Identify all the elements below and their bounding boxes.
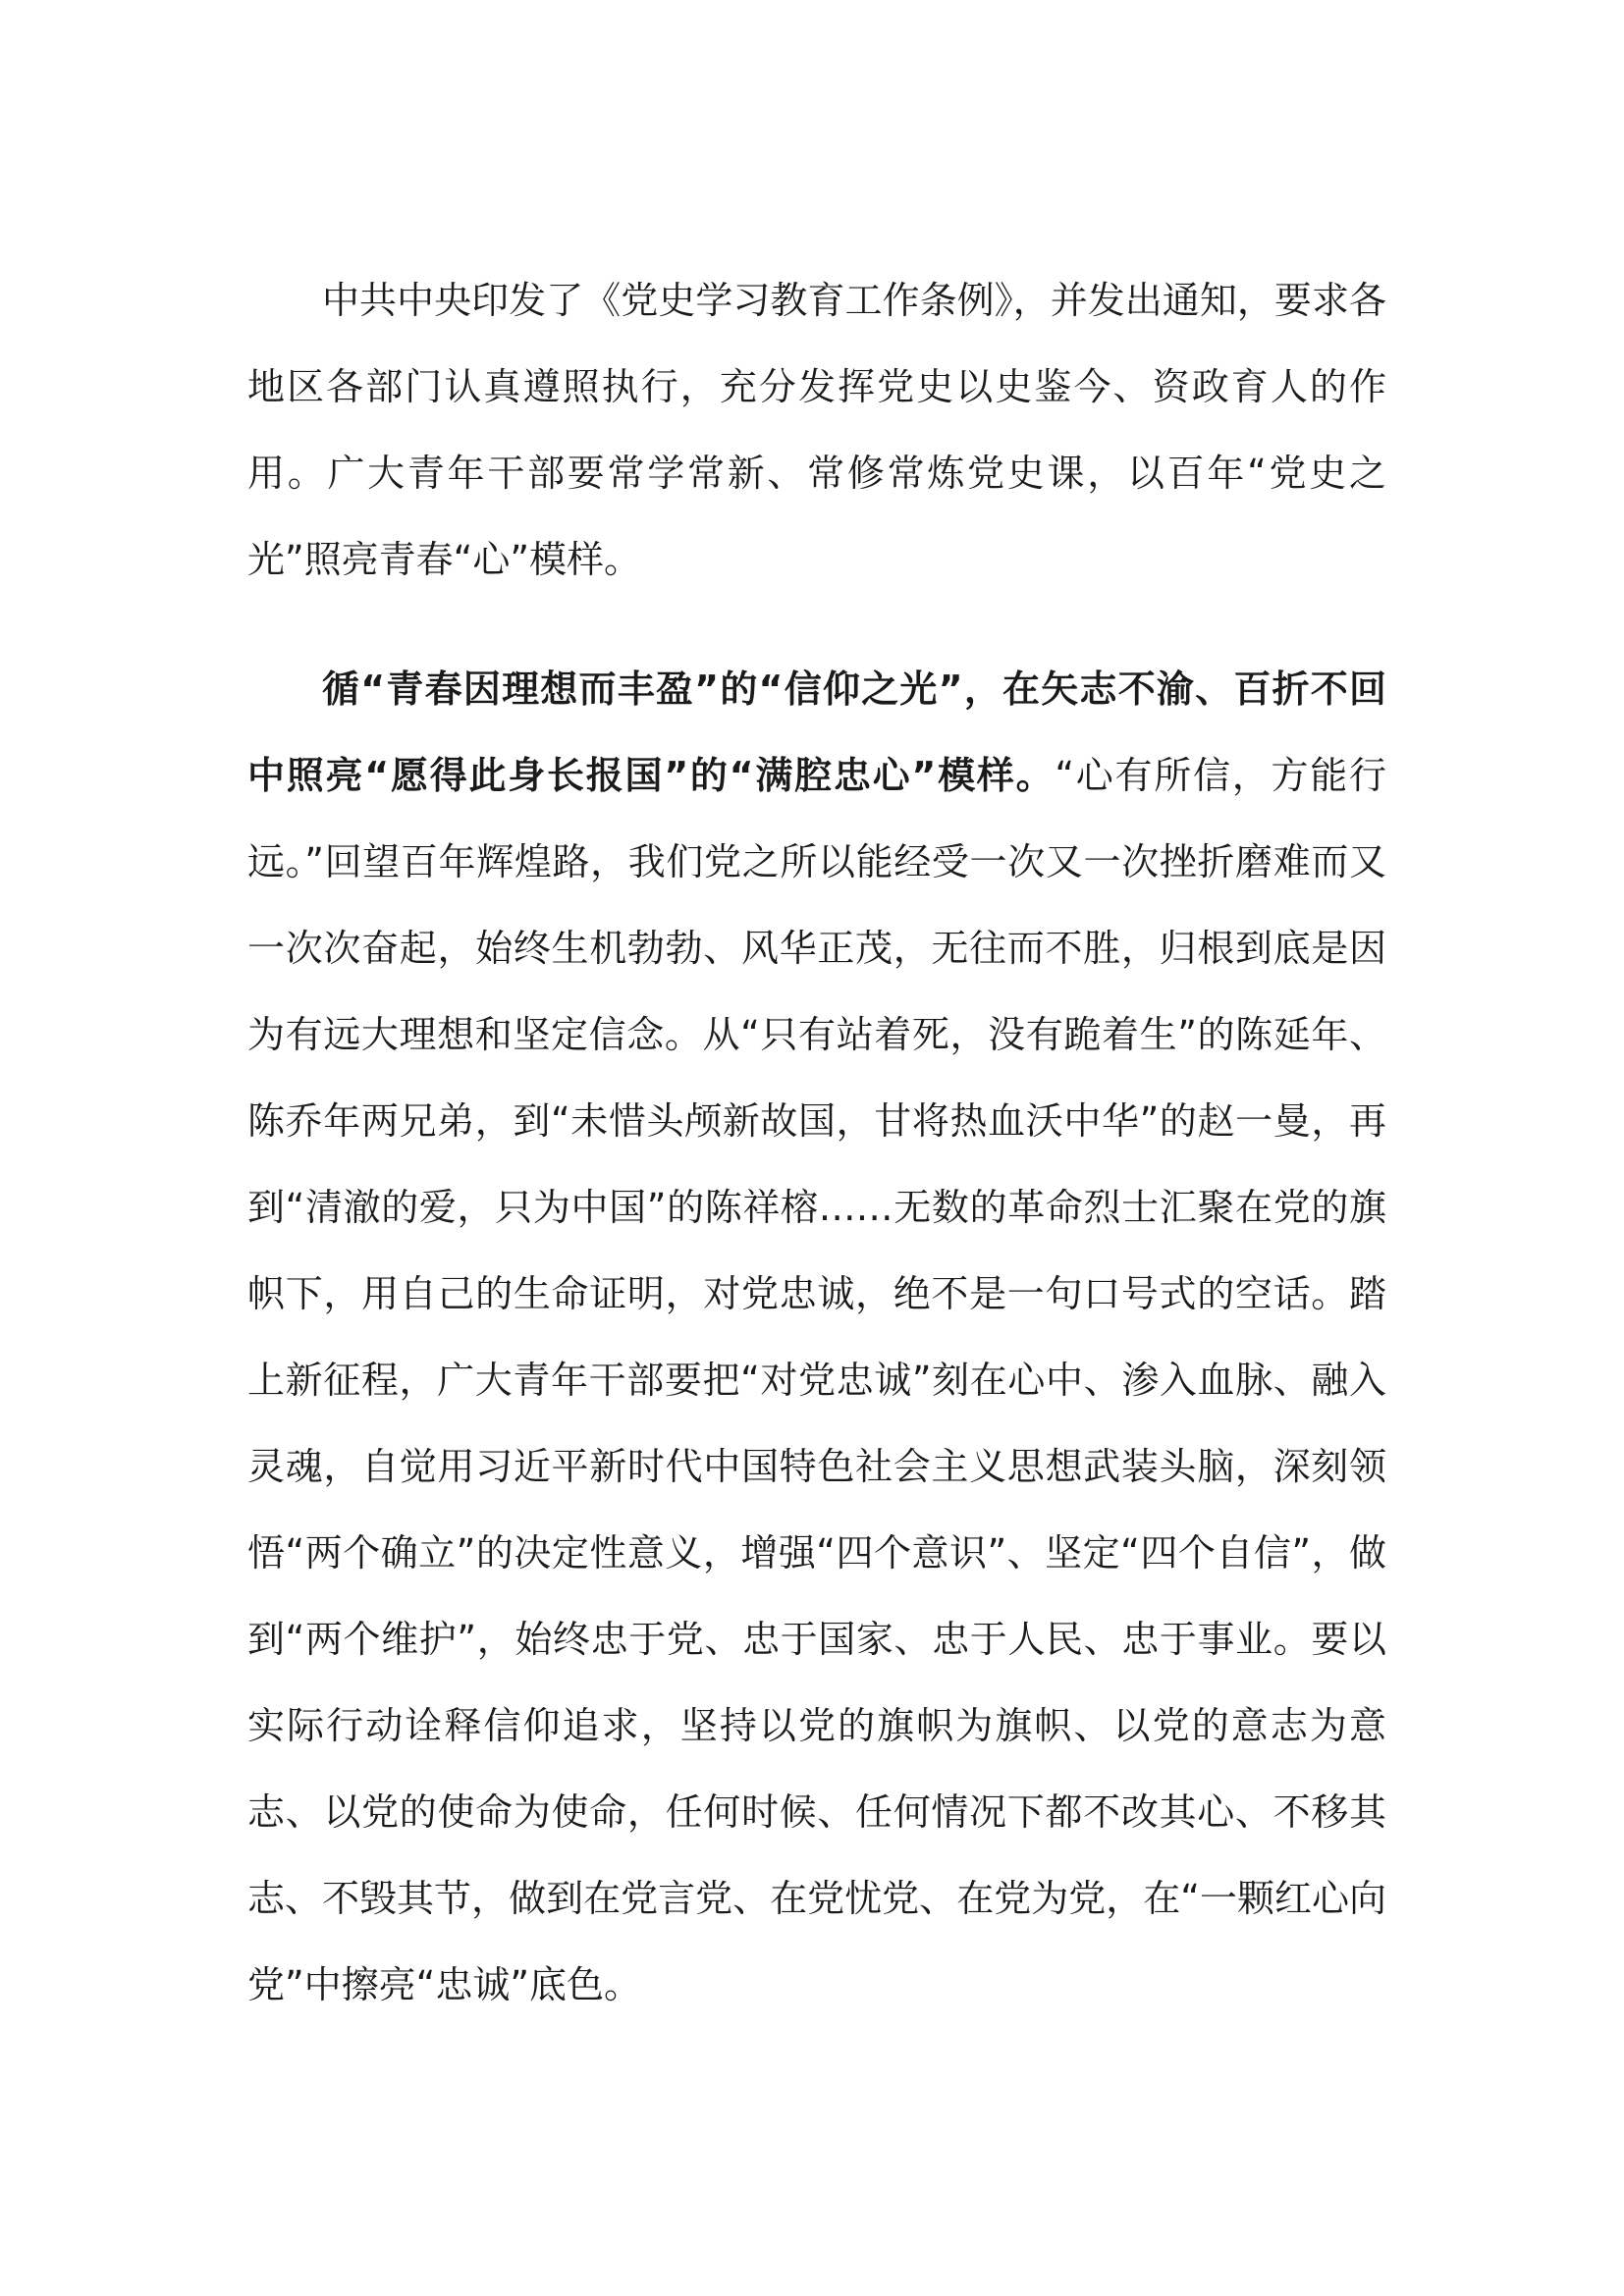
paragraph-lead-heading: 循“青春因理想而丰盈”的“信仰之光”，在矢志不渝、百折不回中照亮“愿得此身长报国”的“满腔忠心”模样。: [247, 667, 1386, 797]
paragraph-loyalty: [247, 646, 1386, 2028]
paragraph-body-text: “心有所信，方能行远。”回望百年辉煌路，我们党之所以能经受一次又一次挫折磨难而又一次次奋起，始终生机勃勃、风华正茂，无往而不胜，归根到底是因为有远大理想和坚定信念。从“只有站着死，没有跪着生”的陈延年、陈乔年两兄弟，到“未惜头颅新故国，甘将热血沃中华”的赵一曼，再到“清澈的爱，只为中国”的陈祥榕……无数的革命烈士汇聚在党的旗帜下，用自己的生命证明，对党忠诚，绝不是一句口号式的空话。踏上新征程，广大青年干部要把“对党忠诚”刻在心中、渗入血脉、融入灵魂，自觉用习近平新时代中国特色社会主义思想武装头脑，深刻领悟“两个确立”的决定性意义，增强“四个意识”、坚定“四个自信”，做到“两个维护”，始终忠于党、忠于国家、忠于人民、忠于事业。要以实际行动诠释信仰追求，坚持以党的旗帜为旗帜、以党的意志为意志、以党的使命为使命，任何时候、任何情况下都不改其心、不移其志、不毁其节，做到在党言党、在党忧党、在党为党，在“一颗红心向党”中擦亮“忠诚”底色。: [247, 754, 1387, 2006]
paragraph-intro: 中共中央印发了《党史学习教育工作条例》，并发出通知，要求各地区各部门认真遵照执行，充分发挥党史以史鉴今、资政育人的作用。广大青年干部要常学常新、常修常炼党史课，以百年“党史之光”照亮青春“心”模样。: [247, 279, 1386, 581]
document-body: [247, 257, 1386, 2028]
